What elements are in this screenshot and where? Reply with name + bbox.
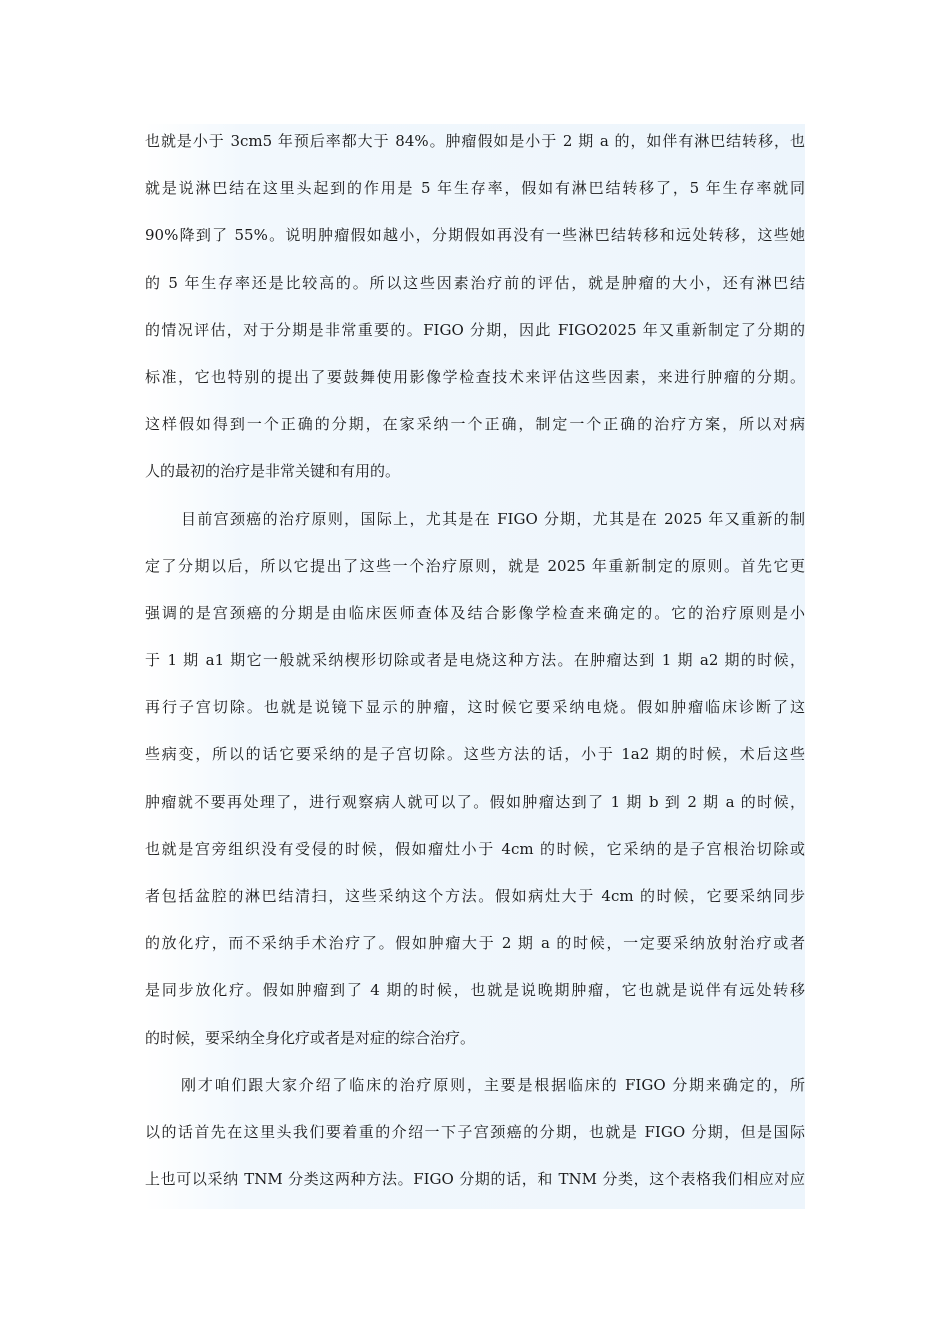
text-line: 于 1 期 a1 期它一般就采纳楔形切除或者是电烧这种方法。在肿瘤达到 1 期 a2 期的时候， <box>145 643 805 690</box>
text-line: 的 5 年生存率还是比较高的。所以这些因素治疗前的评估，就是肿瘤的大小，还有淋巴结 <box>145 266 805 313</box>
text-line: 些病变，所以的话它要采纳的是子宫切除。这些方法的话，小于 1a2 期的时候，术后这些 <box>145 737 805 784</box>
text-line: 定了分期以后，所以它提出了这些一个治疗原则，就是 2025 年重新制定的原则。首先它更 <box>145 549 805 596</box>
text-line: 也就是宫旁组织没有受侵的时候，假如瘤灶小于 4cm 的时候，它采纳的是子宫根治切除或 <box>145 832 805 879</box>
text-line: 人的最初的治疗是非常关键和有用的。 <box>145 454 805 501</box>
paragraph-first-line: 刚才咱们跟大家介绍了临床的治疗原则，主要是根据临床的 FIGO 分期来确定的，所 <box>145 1068 805 1115</box>
paragraph-first-line: 目前宫颈癌的治疗原则，国际上，尤其是在 FIGO 分期，尤其是在 2025 年又重新的制 <box>145 502 805 549</box>
text-line: 肿瘤就不要再处理了，进行观察病人就可以了。假如肿瘤达到了 1 期 b 到 2 期 a 的时候， <box>145 785 805 832</box>
text-line: 这样假如得到一个正确的分期，在家采纳一个正确，制定一个正确的治疗方案，所以对病 <box>145 407 805 454</box>
text-line: 再行子宫切除。也就是说镜下显示的肿瘤，这时候它要采纳电烧。假如肿瘤临床诊断了这 <box>145 690 805 737</box>
text-line: 以的话首先在这里头我们要着重的介绍一下子宫颈癌的分期，也就是 FIGO 分期，但是国际 <box>145 1115 805 1162</box>
text-line: 90%降到了 55%。说明肿瘤假如越小，分期假如再没有一些淋巴结转移和远处转移，这些她 <box>145 218 805 265</box>
text-line: 的时候，要采纳全身化疗或者是对症的综合治疗。 <box>145 1021 805 1068</box>
text-line: 上也可以采纳 TNM 分类这两种方法。FIGO 分期的话，和 TNM 分类，这个表格我们相应对应 <box>145 1162 805 1209</box>
body-text <box>145 124 805 1209</box>
text-line: 标准，它也特别的提出了要鼓舞使用影像学检查技术来评估这些因素，来进行肿瘤的分期。 <box>145 360 805 407</box>
text-line: 者包括盆腔的淋巴结清扫，这些采纳这个方法。假如病灶大于 4cm 的时候，它要采纳同步 <box>145 879 805 926</box>
text-line: 就是说淋巴结在这里头起到的作用是 5 年生存率，假如有淋巴结转移了，5 年生存率就同 <box>145 171 805 218</box>
text-line: 强调的是宫颈癌的分期是由临床医师查体及结合影像学检查来确定的。它的治疗原则是小 <box>145 596 805 643</box>
text-line: 也就是小于 3cm5 年预后率都大于 84%。肿瘤假如是小于 2 期 a 的，如伴有淋巴结转移，也 <box>145 124 805 171</box>
text-line: 的情况评估，对于分期是非常重要的。FIGO 分期，因此 FIGO2025 年又重新制定了分期的 <box>145 313 805 360</box>
text-line: 的放化疗，而不采纳手术治疗了。假如肿瘤大于 2 期 a 的时候，一定要采纳放射治疗或者 <box>145 926 805 973</box>
text-line: 是同步放化疗。假如肿瘤到了 4 期的时候，也就是说晚期肿瘤，它也就是说伴有远处转移 <box>145 973 805 1020</box>
